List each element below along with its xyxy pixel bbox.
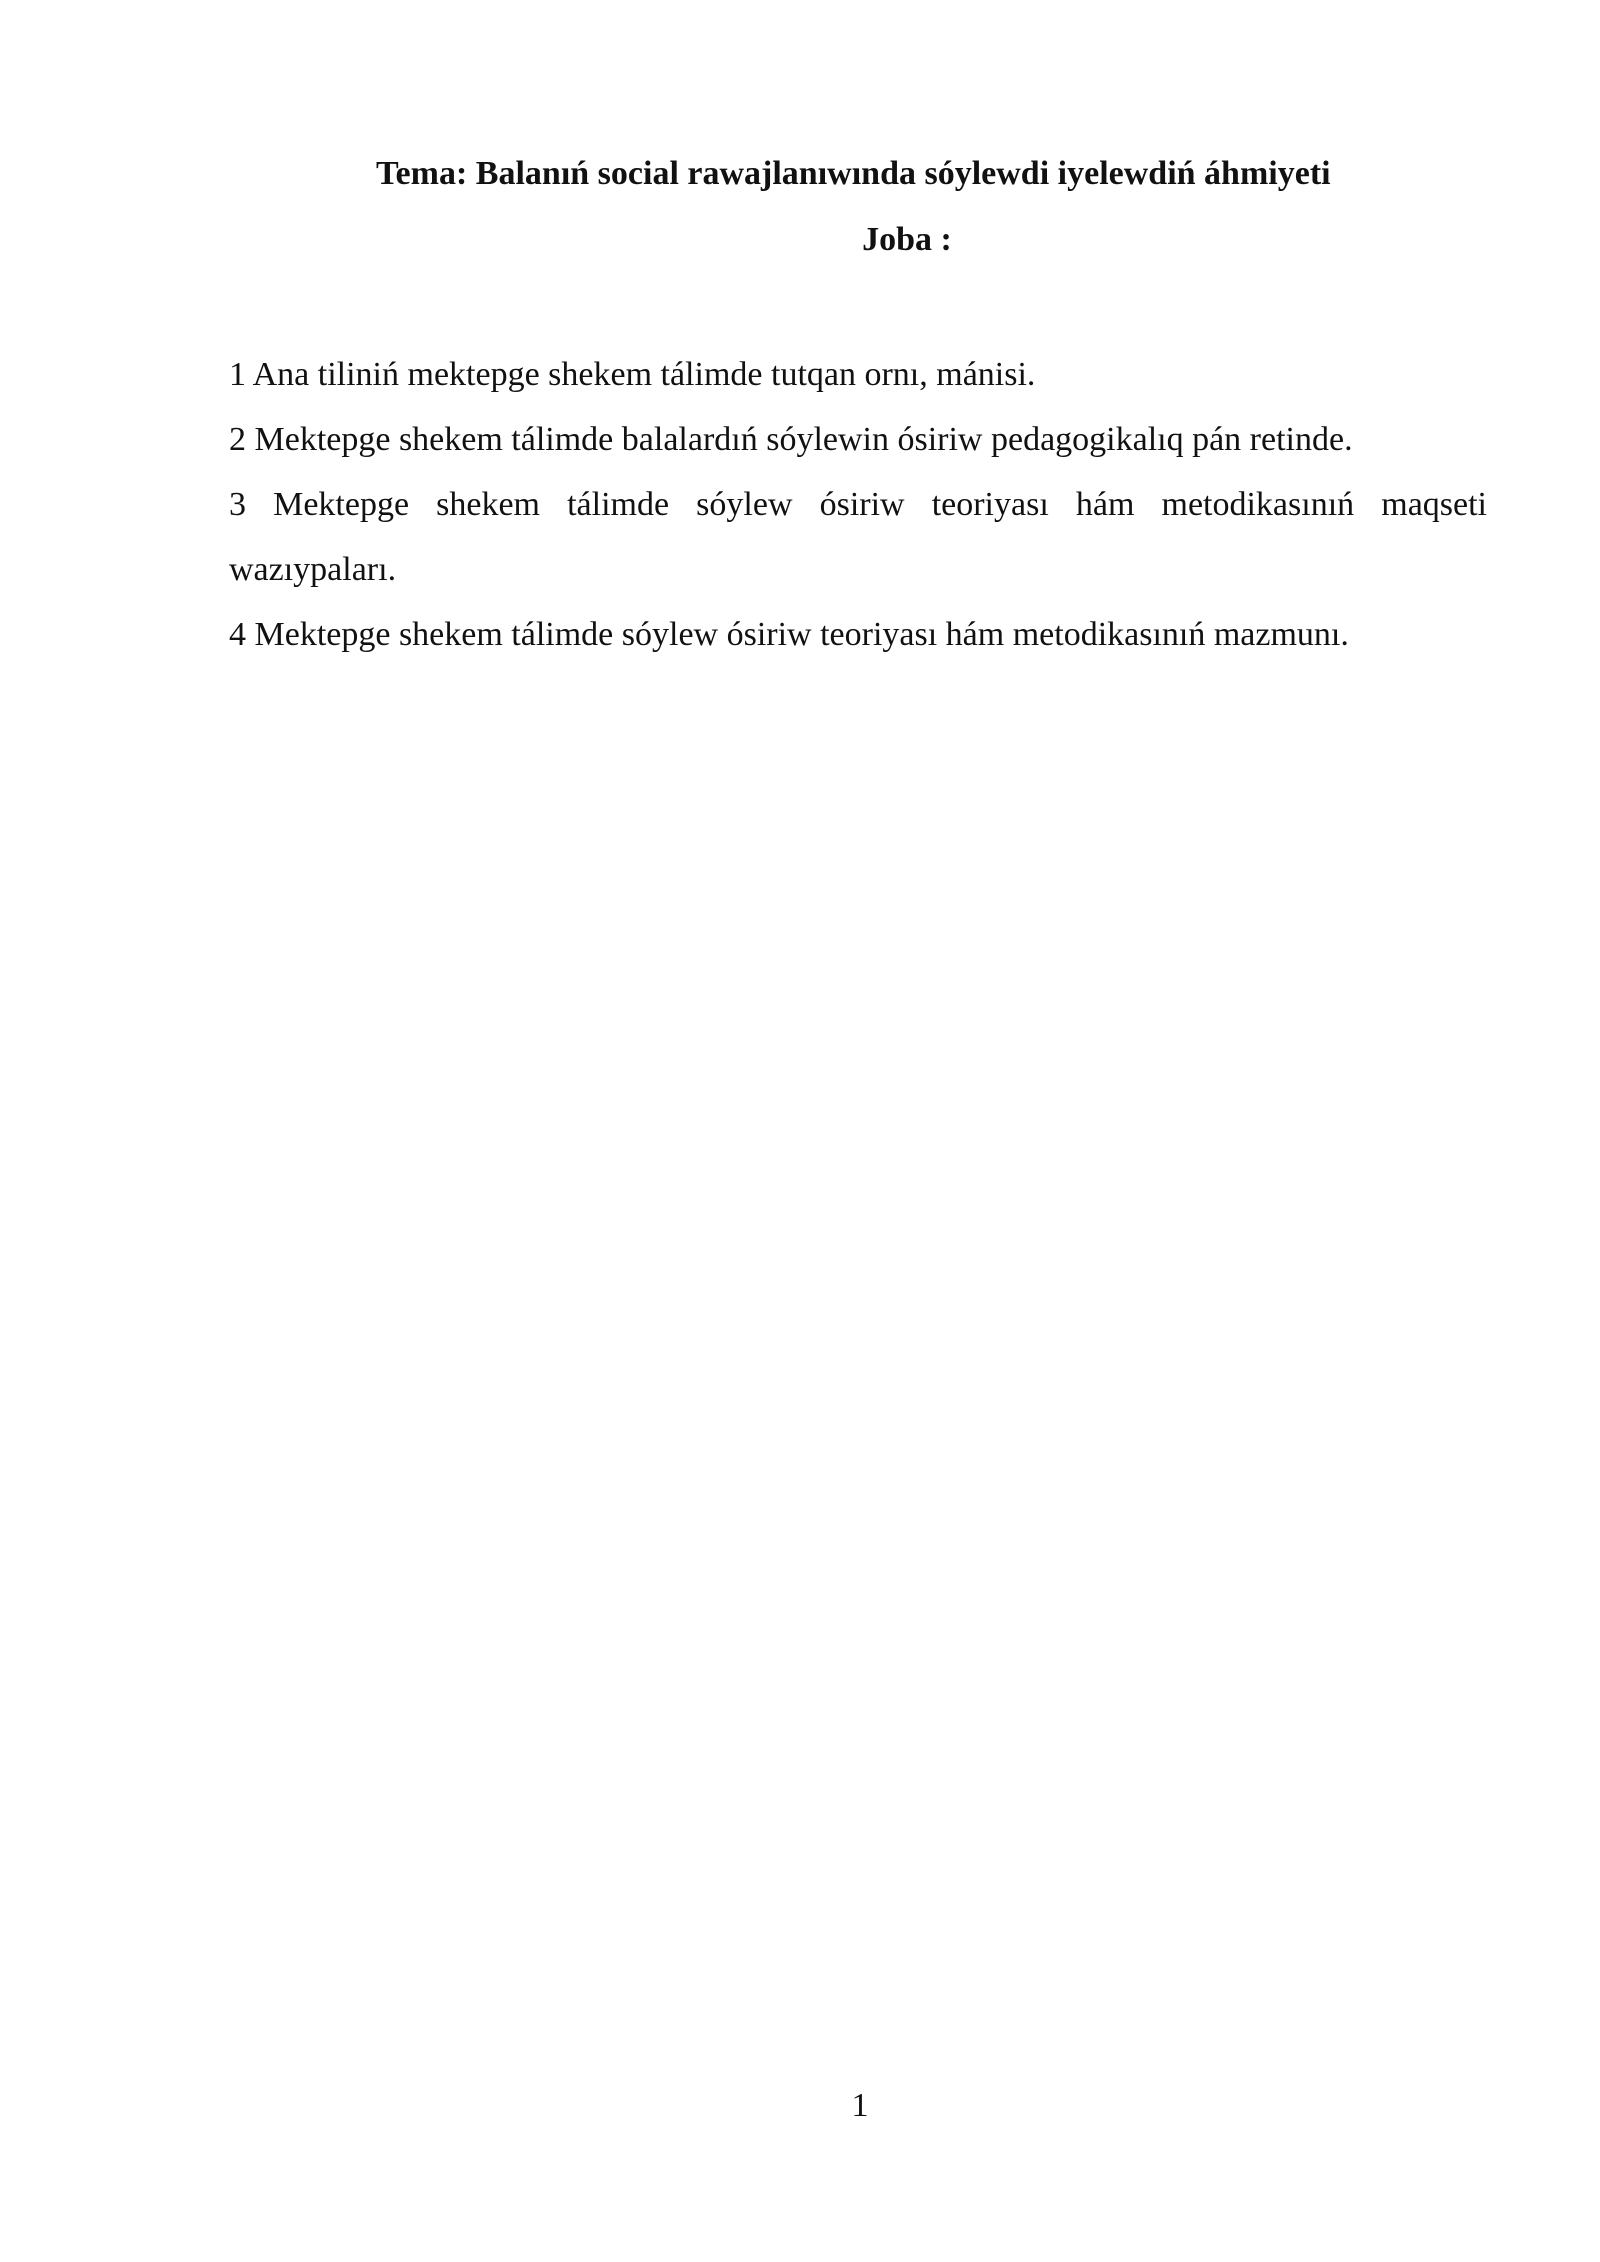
- plan-item: 2 Mektepge shekem tálimde balalardıń sóylewin ósiriw pedagogikalıq pán retinde.: [229, 421, 1353, 458]
- plan-heading: Joba :: [862, 221, 952, 258]
- plan-item: 1 Ana tiliniń mektepge shekem tálimde tutqan ornı, mánisi.: [229, 356, 1036, 393]
- document-title: Tema: Balanıń social rawajlanıwında sóylewdi iyelewdiń áhmiyeti: [376, 155, 1331, 192]
- plan-list: [229, 342, 1487, 667]
- plan-item: 4 Mektepge shekem tálimde sóylew ósiriw teoriyası hám metodikasınıń mazmunı.: [229, 616, 1349, 653]
- page-number: 1: [851, 2087, 869, 2124]
- plan-item: 3 Mektepge shekem tálimde sóylew ósiriw teoriyası hám metodikasınıń maqseti wazıypaları.: [229, 486, 1487, 588]
